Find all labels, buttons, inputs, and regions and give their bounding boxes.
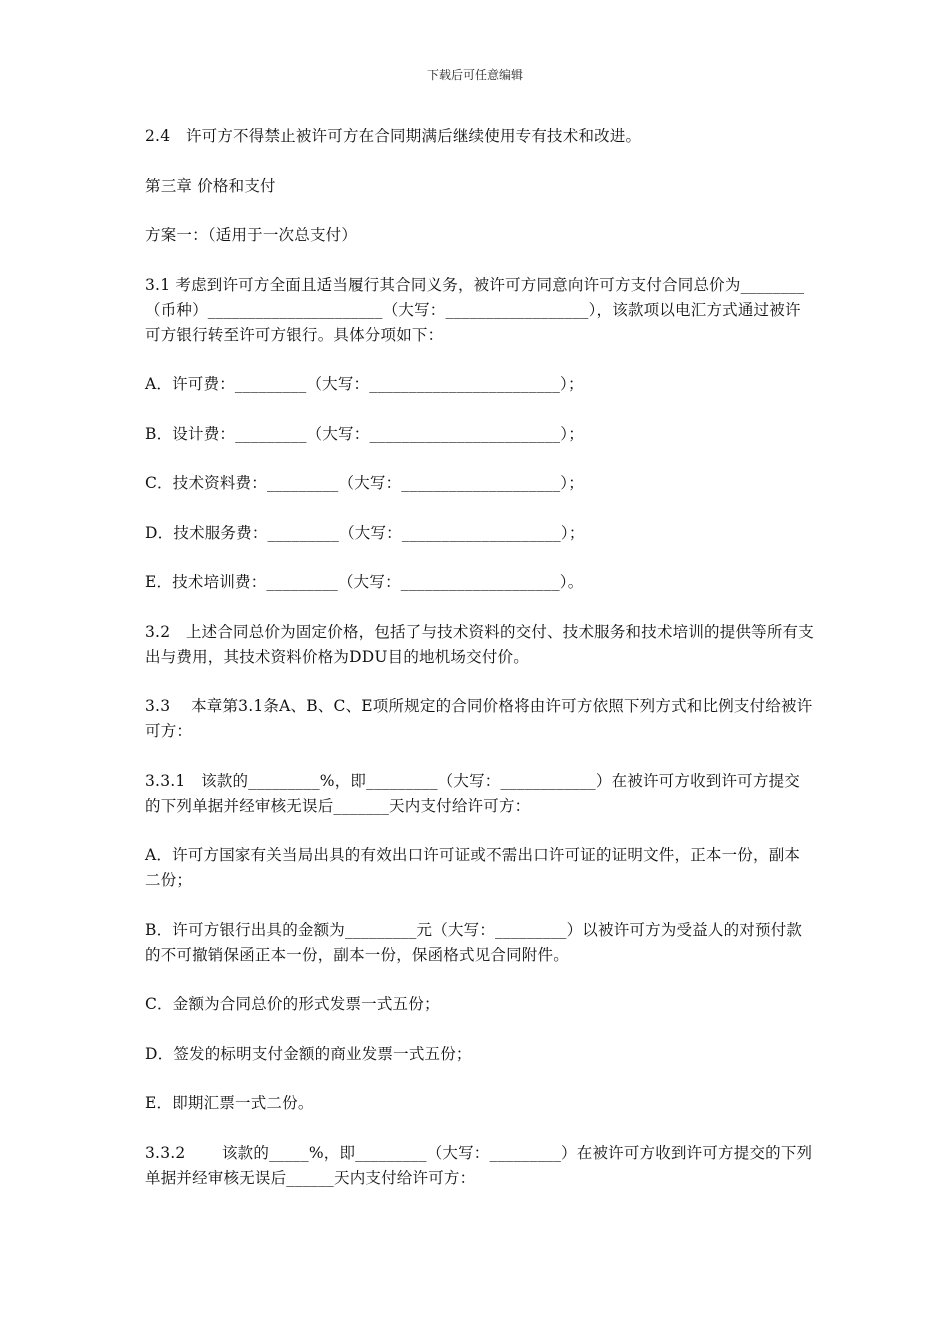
option-one-heading: 方案一：（适用于一次总支付）	[145, 226, 358, 244]
clause-3-2: 3.2 上述合同总价为固定价格，包括了与技术资料的交付、技术服务和技术培训的提供等所有支出与费用，其技术资料价格为DDU目的地机场交付价。	[145, 622, 814, 666]
clause-3-3-2: 3.3.2 该款的_____%，即_________（大写：_________）在被许可方收到许可方提交的下列单据并经审核无误后______天内支付给许可方：	[145, 1143, 813, 1187]
item-c-tech-docs-fee: C．技术资料费：_________（大写：____________________）；	[145, 474, 584, 492]
chapter-3-title: 第三章 价格和支付	[145, 176, 276, 195]
document-c-proforma-invoice: C．金额为合同总价的形式发票一式五份；	[145, 995, 440, 1013]
document-b-bank-guarantee: B．许可方银行出具的金额为_________元（大写：_________）以被许可方为受益人的对预付款的不可撤销保函正本一份，副本一份，保函格式见合同附件。	[145, 920, 803, 964]
item-a-license-fee: A．许可费：_________（大写：________________________）；	[145, 375, 584, 393]
document-a-export-license: A．许可方国家有关当局出具的有效出口许可证或不需出口许可证的证明文件，正本一份，副本二份；	[145, 846, 801, 889]
item-e-training-fee: E．技术培训费：_________（大写：____________________）。	[145, 573, 584, 591]
clause-3-3: 3.3 本章第3.1条A、B、C、E项所规定的合同价格将由许可方依照下列方式和比例支付给被许可方：	[145, 697, 813, 740]
document-d-commercial-invoice: D．签发的标明支付金额的商业发票一式五份；	[145, 1044, 472, 1063]
item-b-design-fee: B．设计费：_________（大写：________________________）；	[145, 424, 584, 443]
item-d-tech-service-fee: D．技术服务费：_________（大写：____________________）；	[145, 523, 585, 542]
clause-3-1: 3.1 考虑到许可方全面且适当履行其合同义务，被许可方同意向许可方支付合同总价为________（币种）______________________（大写：__________________），该款项以电汇方式通过被许可方银行转至许可方银行。具体分项如下：	[145, 275, 805, 344]
page-header-note: 下载后可任意编辑	[426, 68, 523, 82]
document-e-sight-draft: E．即期汇票一式二份。	[145, 1094, 314, 1112]
clause-2-4: 2.4 许可方不得禁止被许可方在合同期满后继续使用专有技术和改进。	[145, 127, 642, 145]
clause-3-3-1: 3.3.1 该款的_________%，即_________（大写：____________）在被许可方收到许可方提交的下列单据并经审核无误后_______天内支付给许可方：	[145, 771, 800, 815]
document-body	[145, 124, 815, 1215]
